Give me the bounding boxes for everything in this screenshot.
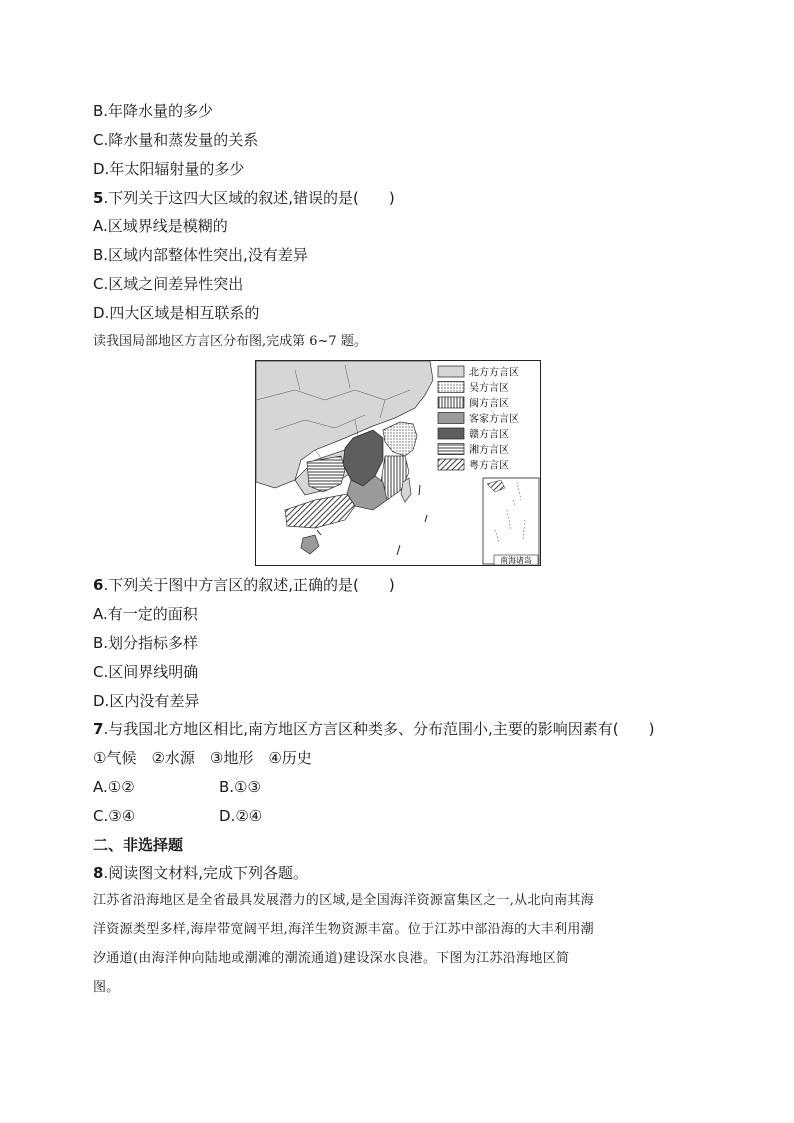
q7-option-c: C.③④ — [93, 807, 136, 825]
q8-material-line: 江苏省沿海地区是全省最具发展潜力的区域,是全国海洋资源富集区之一,从北向南其海 — [93, 893, 594, 908]
legend-swatch-yue — [438, 459, 464, 470]
q7-items: ①气候 ②水源 ③地形 ④历史 — [93, 749, 312, 767]
q7-number: 7 — [93, 720, 104, 738]
q7-option-d: D.②④ — [219, 807, 263, 825]
q8-material-line: 图。 — [93, 980, 120, 995]
q6-option-a: A.有一定的面积 — [93, 605, 198, 623]
q8-stem — [93, 863, 308, 883]
q4-option-c: C.降水量和蒸发量的关系 — [93, 131, 259, 149]
legend-swatch-gan — [438, 428, 464, 439]
q8-material-line: 汐通道(由海洋伸向陆地或潮滩的潮流通道)建设深水良港。下图为江苏沿海地区简 — [93, 951, 570, 966]
legend-swatch-northern — [438, 366, 464, 377]
q5-option-c: C.区域之间差异性突出 — [93, 275, 244, 293]
q6-stem — [93, 575, 395, 595]
legend-label: 粤方言区 — [469, 460, 509, 472]
dialect-map-figure — [255, 360, 541, 566]
q6-number: 6 — [93, 576, 104, 594]
q8-stem-text: .阅读图文材料,完成下列各题。 — [103, 864, 308, 882]
q4-option-d: D.年太阳辐射量的多少 — [93, 160, 245, 178]
q4-option-b: B.年降水量的多少 — [93, 102, 214, 120]
q6-option-b: B.划分指标多样 — [93, 634, 199, 652]
q8-material-line: 洋资源类型多样,海岸带宽阔平坦,海洋生物资源丰富。位于江苏中部沿海的大丰利用潮 — [93, 922, 594, 937]
inset-label: 南海诸岛 — [500, 556, 532, 565]
q7-option-b: B.①③ — [219, 778, 261, 796]
legend-label: 赣方言区 — [469, 429, 509, 441]
section-heading: 二、非选择题 — [93, 836, 184, 854]
q5-stem-text: .下列关于这四大区域的叙述,错误的是( ) — [103, 189, 395, 207]
q8-number: 8 — [93, 864, 104, 882]
q8-material — [93, 886, 718, 1002]
q5-number: 5 — [93, 189, 104, 207]
q7-option-a: A.①② — [93, 778, 135, 796]
q6-option-d: D.区内没有差异 — [93, 692, 200, 710]
q5-option-a: A.区域界线是模糊的 — [93, 217, 228, 235]
legend-label: 吴方言区 — [469, 383, 509, 394]
legend-swatch-hakka — [438, 413, 464, 424]
inset-frame — [483, 478, 539, 564]
legend-label: 湘方言区 — [469, 445, 509, 456]
q5-option-b: B.区域内部整体性突出,没有差异 — [93, 246, 308, 264]
legend-label: 北方方言区 — [469, 367, 519, 379]
legend-label: 客家方言区 — [469, 414, 519, 425]
map-intro: 读我国局部地区方言区分布图,完成第 6~7 题。 — [93, 334, 367, 349]
q5-stem — [93, 188, 395, 208]
q6-option-c: C.区间界线明确 — [93, 663, 199, 681]
legend-label: 闽方言区 — [469, 398, 509, 410]
legend-swatch-xiang — [438, 444, 464, 455]
q6-stem-text: .下列关于图中方言区的叙述,正确的是( ) — [103, 576, 395, 594]
q5-option-d: D.四大区域是相互联系的 — [93, 304, 260, 322]
legend-swatch-wu — [438, 382, 464, 393]
legend-swatch-min — [438, 397, 464, 408]
q7-stem — [93, 719, 654, 739]
q7-stem-text: .与我国北方地区相比,南方地区方言区种类多、分布范围小,主要的影响因素有( ) — [103, 720, 655, 738]
